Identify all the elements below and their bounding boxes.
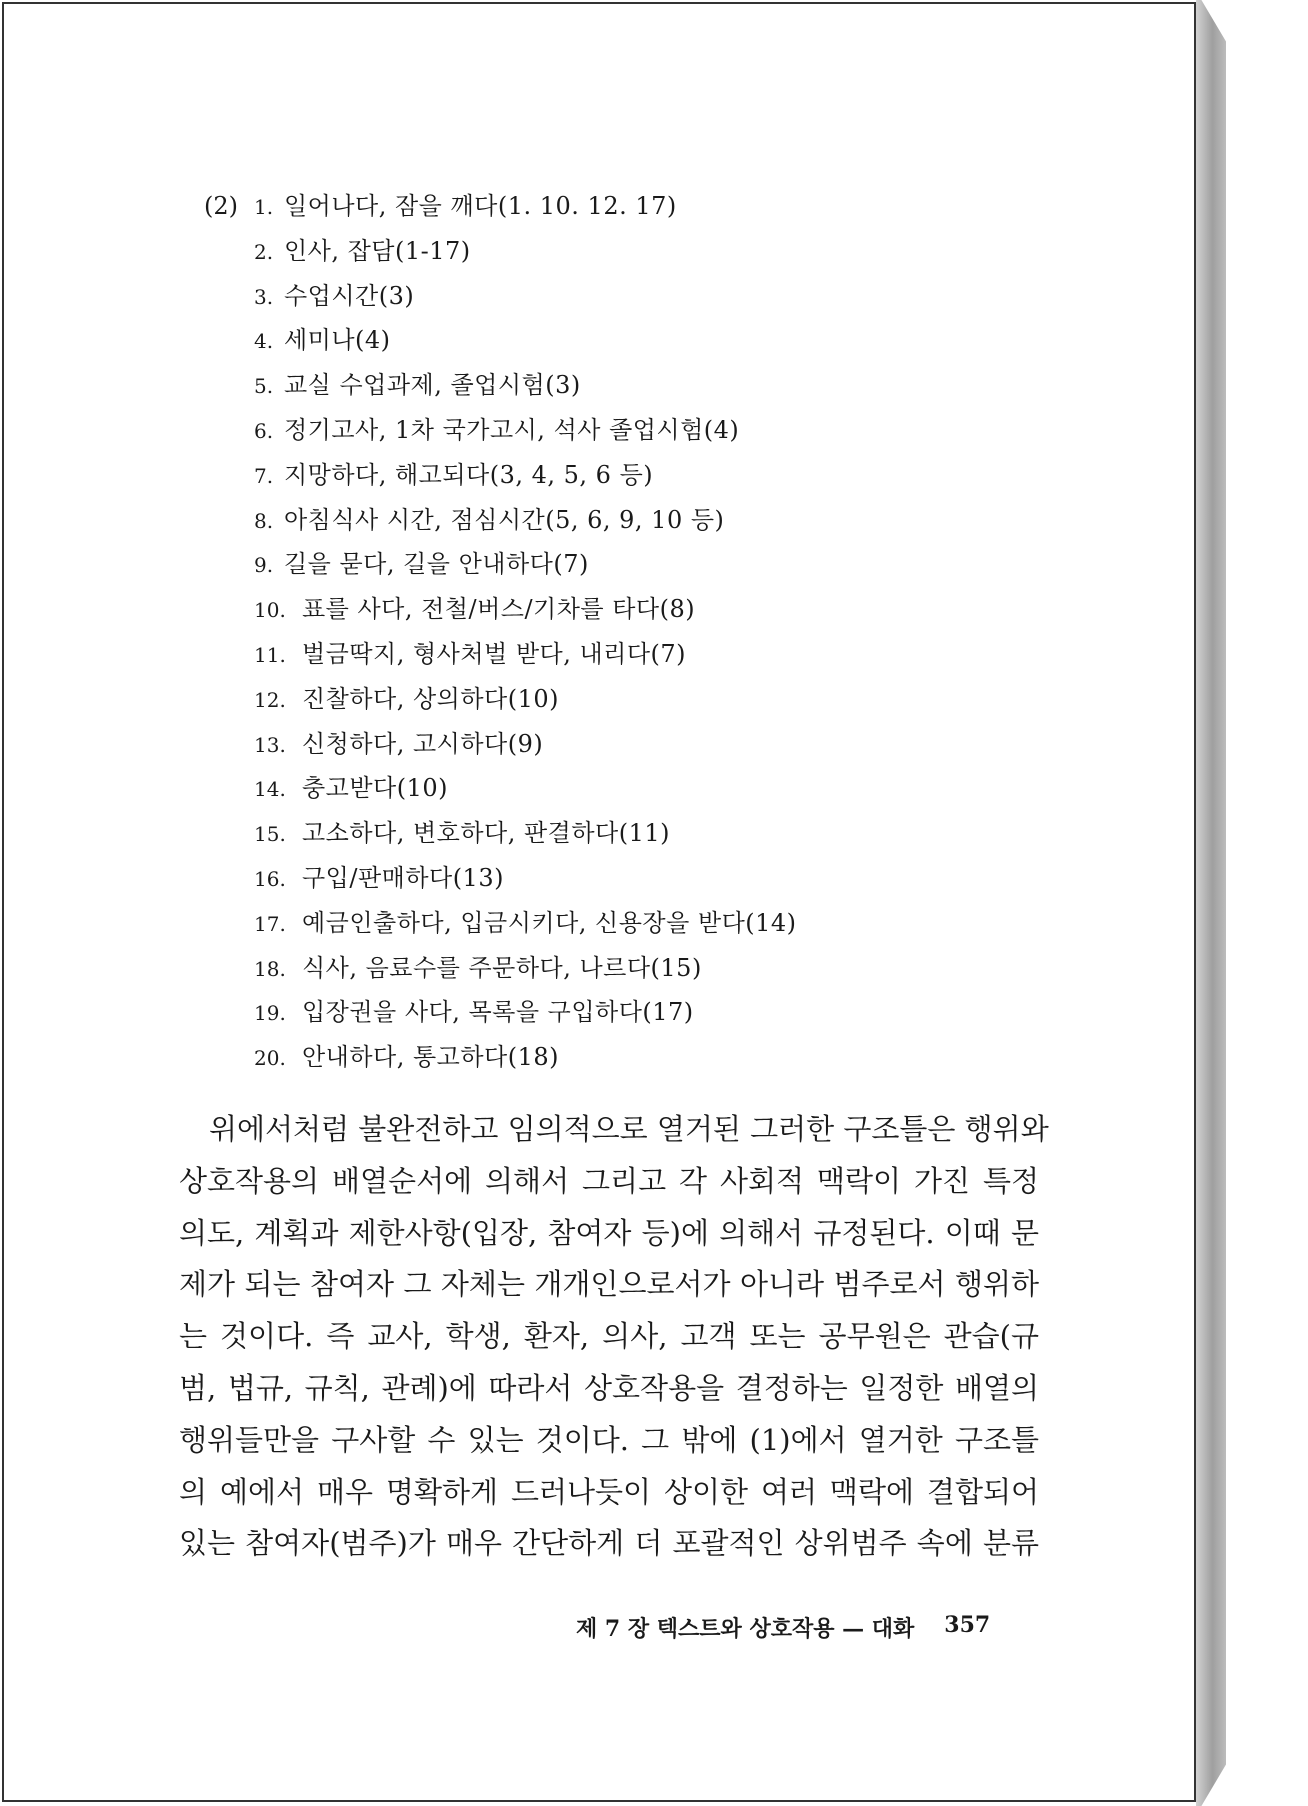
- item-text: 예금인출하다, 입금시키다, 신용장을 받다(14): [302, 908, 797, 937]
- item-number: 5.: [254, 374, 274, 399]
- paragraph-line: 의도, 계획과 제한사항(입장, 참여자 등)에 의해서 규정된다. 이때 문: [179, 1215, 1039, 1250]
- item-text: 길을 묻다, 길을 안내하다(7): [284, 550, 589, 579]
- list-item: [204, 948, 1104, 993]
- item-text: 지망하다, 해고되다(3, 4, 5, 6 등): [284, 460, 654, 489]
- item-number: 18.: [254, 956, 286, 981]
- paragraph-line: 상호작용의 배열순서에 의해서 그리고 각 사회적 맥락이 가진 특정: [179, 1163, 1039, 1198]
- paragraph-line: 범, 법규, 규칙, 관례)에 따라서 상호작용을 결정하는 일정한 배열의: [179, 1370, 1039, 1405]
- item-number: 13.: [254, 732, 286, 757]
- item-text: 충고받다(10): [302, 774, 449, 803]
- item-text: 벌금딱지, 형사처벌 받다, 내리다(7): [302, 639, 687, 668]
- list-item: [204, 634, 1104, 679]
- item-text: 수업시간(3): [284, 281, 415, 310]
- body-paragraph: [179, 1107, 1049, 1573]
- list-item: [204, 858, 1104, 903]
- paragraph-line: 제가 되는 참여자 그 자체는 개개인으로서가 아니라 범주로서 행위하: [179, 1267, 1039, 1302]
- paragraph-line: 위에서처럼 불완전하고 임의적으로 열거된 그러한 구조틀은 행위와: [209, 1112, 1049, 1146]
- item-number: 15.: [254, 822, 286, 847]
- list-item: [204, 903, 1104, 948]
- list-item: [204, 500, 1104, 545]
- item-number: 20.: [254, 1046, 286, 1071]
- list-item: [204, 679, 1104, 724]
- item-number: 6.: [254, 418, 274, 443]
- book-page: [2, 2, 1196, 1802]
- item-number: 10.: [254, 598, 286, 623]
- list-item: [204, 231, 1104, 276]
- item-number: 14.: [254, 777, 286, 802]
- example-list: [204, 186, 1104, 1082]
- list-item: [204, 320, 1104, 365]
- item-text: 일어나다, 잠을 깨다(1. 10. 12. 17): [284, 192, 677, 220]
- list-item: [204, 813, 1104, 858]
- item-text: 교실 수업과제, 졸업시험(3): [284, 371, 581, 400]
- item-number: 16.: [254, 866, 286, 891]
- list-item: [204, 589, 1104, 634]
- paragraph-line: 는 것이다. 즉 교사, 학생, 환자, 의사, 고객 또는 공무원은 관습(규: [179, 1319, 1039, 1354]
- item-text: 고소하다, 변호하다, 판결하다(11): [302, 819, 670, 848]
- item-text: 입장권을 사다, 목록을 구입하다(17): [302, 998, 694, 1027]
- paragraph-line: 있는 참여자(범주)가 매우 간단하게 더 포괄적인 상위범주 속에 분류: [179, 1526, 1039, 1561]
- item-number: 2.: [254, 239, 274, 264]
- item-text: 신청하다, 고시하다(9): [302, 729, 544, 758]
- item-text: 세미나(4): [284, 326, 391, 355]
- item-number: 12.: [254, 687, 286, 712]
- item-text: 인사, 잡담(1-17): [284, 236, 471, 265]
- item-number: 8.: [254, 508, 274, 533]
- book-page-edge: [1196, 0, 1226, 1806]
- paragraph-line: 의 예에서 매우 명확하게 드러나듯이 상이한 여러 맥락에 결합되어: [179, 1474, 1039, 1509]
- item-number: 19.: [254, 1001, 286, 1026]
- item-number: 3.: [254, 284, 274, 309]
- item-text: 정기고사, 1차 국가고시, 석사 졸업시험(4): [284, 415, 740, 444]
- list-item: [204, 768, 1104, 813]
- item-text: 진찰하다, 상의하다(10): [302, 684, 559, 713]
- item-number: 4.: [254, 329, 274, 354]
- paragraph-line: 행위들만을 구사할 수 있는 것이다. 그 밖에 (1)에서 열거한 구조틀: [179, 1422, 1039, 1457]
- item-number: 11.: [254, 642, 286, 667]
- chapter-title: 제 7 장 텍스트와 상호작용 — 대화: [576, 1616, 915, 1642]
- list-item: [204, 724, 1104, 769]
- list-item: [204, 1037, 1104, 1082]
- group-label: (2): [204, 192, 238, 220]
- item-number: 17.: [254, 911, 286, 936]
- page-footer: [576, 1612, 990, 1643]
- item-text: 구입/판매하다(13): [302, 863, 504, 892]
- item-text: 안내하다, 통고하다(18): [302, 1043, 559, 1072]
- list-item: [204, 410, 1104, 455]
- page-number: 357: [944, 1612, 991, 1638]
- item-text: 표를 사다, 전철/버스/기차를 타다(8): [302, 595, 696, 624]
- item-number: 7.: [254, 463, 274, 488]
- list-item: [204, 544, 1104, 589]
- item-number: 9.: [254, 553, 274, 578]
- list-item: [204, 365, 1104, 410]
- item-text: 식사, 음료수를 주문하다, 나르다(15): [302, 953, 702, 982]
- list-item: [204, 276, 1104, 321]
- item-number: 1.: [254, 195, 274, 219]
- list-item: [204, 186, 1104, 231]
- list-item: [204, 992, 1104, 1037]
- list-item: [204, 455, 1104, 500]
- item-text: 아침식사 시간, 점심시간(5, 6, 9, 10 등): [284, 505, 725, 534]
